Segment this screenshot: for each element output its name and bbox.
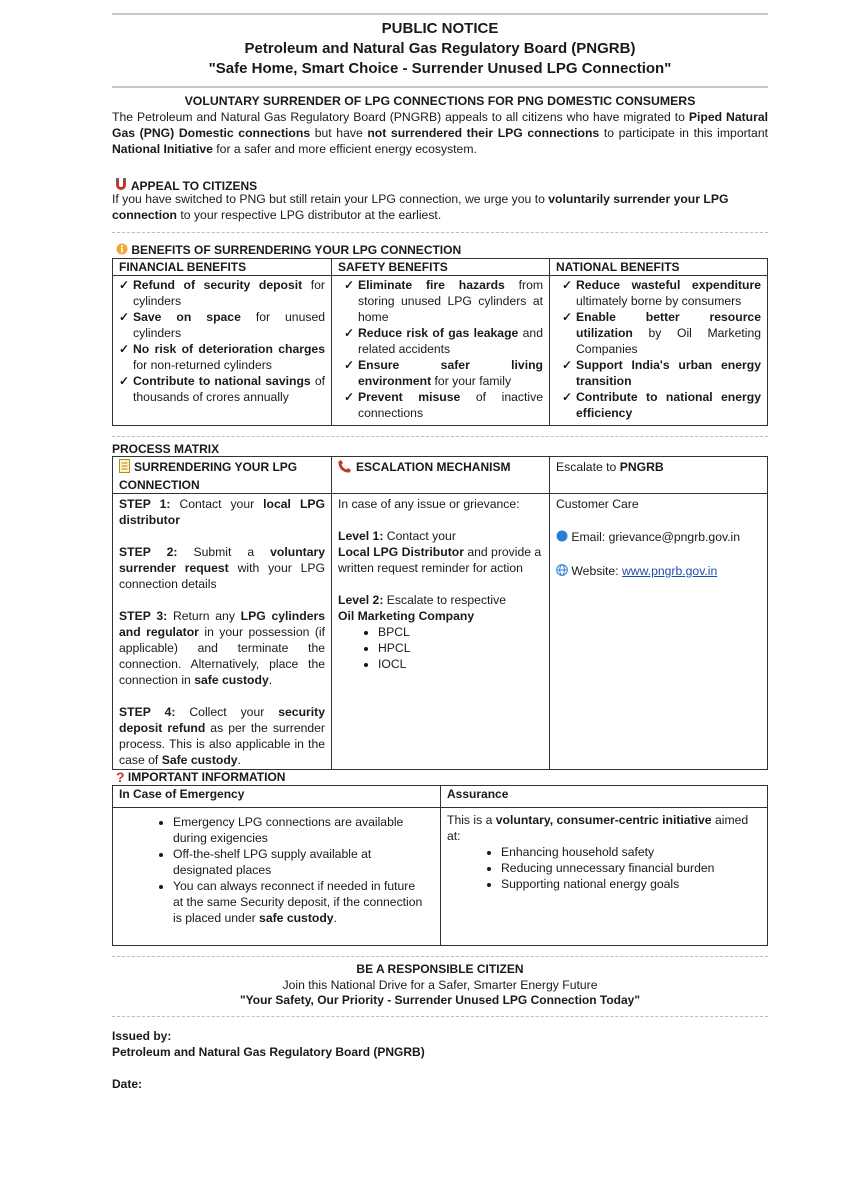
col-national: NATIONAL BENEFITS [550,259,768,276]
benefits-heading: BENEFITS OF SURRENDERING YOUR LPG CONNECTION [116,242,461,260]
list-item: ✓ Prevent misuse of inactive connections [344,389,543,421]
list-item: ✓ Contribute to national energy efficiency [562,389,761,421]
header-rule [112,86,768,88]
contact-cell [550,494,768,770]
important-heading: ? IMPORTANT INFORMATION [116,769,286,786]
omc-item: • BPCL [378,624,543,640]
footer-line: Join this National Drive for a Safer, Smarter Energy Future [282,978,598,992]
process-table [112,456,768,770]
assurance-cell [441,808,768,946]
omc-item: • HPCL [378,640,543,656]
email-icon [556,530,568,546]
appeal-heading: APPEAL TO CITIZENS [114,177,257,197]
list-item: ✓ Eliminate fire hazards from storing unused LPG cylinders at home [344,277,543,325]
financial-cell [113,276,332,426]
safety-cell [332,276,550,426]
process-heading: PROCESS MATRIX [112,442,220,456]
org-name: Petroleum and Natural Gas Regulatory Board (PNGRB) [244,40,636,57]
divider [112,956,768,957]
website-line: Website: www.pngrb.gov.in [556,563,761,580]
notice-title: PUBLIC NOTICE [381,20,499,37]
issued-org: Petroleum and Natural Gas Regulatory Board (PNGRB) [112,1045,425,1059]
step-1: STEP 1: Contact your local LPG distributor [119,497,325,527]
escalation-cell [332,494,550,770]
tagline: "Safe Home, Smart Choice - Surrender Unused LPG Connection" [208,60,672,77]
step-3: STEP 3: Return any LPG cylinders and regulator in your possession (if applicable) and terminate the connection. Alternatively, place the connection in safe custody. [119,609,326,687]
appeal-paragraph: If you have switched to PNG but still retain your LPG connection, we urge you to voluntarily surrender your LPG connection to your respective LPG distributor at the earliest. [112,192,729,222]
customer-care: Customer Care [556,497,639,511]
list-item: ✓ Support India's urban energy transition [562,357,761,389]
issued-label: Issued by: [112,1029,172,1043]
assurance-intro: This is a voluntary, consumer-centric initiative aimed at: [447,813,749,843]
list-item: ✓ Reduce risk of gas leakage and related accidents [344,325,543,357]
divider [112,1016,768,1017]
list-item: • Enhancing household safety [501,844,761,860]
list-item: ✓ No risk of deterioration charges for non-returned cylinders [119,341,325,373]
important-table [112,785,768,946]
emergency-cell [113,808,441,946]
list-item: • Reducing unnecessary financial burden [501,860,761,876]
phone-icon [338,459,352,477]
benefits-table [112,258,768,426]
col-safety: SAFETY BENEFITS [332,259,550,276]
steps-cell [113,494,332,770]
escalation-intro: In case of any issue or grievance: [338,497,520,511]
top-rule [112,13,768,15]
question-icon: ? [116,769,125,786]
globe-icon [556,564,568,580]
list-item: ✓ Ensure safer living environment for your family [344,357,543,389]
date-label: Date: [112,1077,143,1091]
list-item: • Supporting national energy goals [501,876,761,892]
omc-item: • IOCL [378,656,543,672]
footer-quote: "Your Safety, Our Priority - Surrender Unused LPG Connection Today" [239,993,641,1007]
emergency-head: In Case of Emergency [113,786,441,808]
list-item: ✓ Save on space for unused cylinders [119,309,325,341]
process-col3-head: Escalate to PNGRB [550,457,768,494]
list-item: • You can always reconnect if needed in future at the same Security deposit, if the connection is placed under safe custody. [173,878,424,926]
col-financial: FINANCIAL BENEFITS [113,259,332,276]
list-item: ✓ Contribute to national savings of thousands of crores annually [119,373,325,405]
intro-paragraph: The Petroleum and Natural Gas Regulatory Board (PNGRB) appeals to all citizens who have migrated to Piped Natural Gas (PNG) Domestic connections but have not surrendered their LPG connections to participate in this important National Initiative for a safer and more efficient energy ecosystem. [112,110,769,156]
divider [112,232,768,233]
document-icon [119,459,130,477]
step-2: STEP 2: Submit a voluntary surrender request with your LPG connection details [119,545,325,591]
list-item: • Emergency LPG connections are available during exigencies [173,814,424,846]
national-cell [550,276,768,426]
process-col1-head: SURRENDERING YOUR LPG CONNECTION [113,457,332,494]
intro-heading: VOLUNTARY SURRENDER OF LPG CONNECTIONS FOR PNG DOMESTIC CONSUMERS [184,94,696,108]
email-line: Email: grievance@pngrb.gov.in [556,529,761,546]
divider [112,436,768,437]
level-2: Level 2: Escalate to respective Oil Marketing Company [338,593,507,623]
assurance-head: Assurance [441,786,768,808]
footer-heading: BE A RESPONSIBLE CITIZEN [356,962,524,976]
process-col2-head: ESCALATION MECHANISM [332,457,550,494]
list-item: ✓ Enable better resource utilization by Oil Marketing Companies [562,309,761,357]
list-item: • Off-the-shelf LPG supply available at designated places [173,846,424,878]
website-link[interactable]: www.pngrb.gov.in [621,563,718,578]
step-4: STEP 4: Collect your security deposit refund as per the surrender process. This is also applicable in the case of Safe custody. [119,705,325,767]
level-1: Level 1: Contact your Local LPG Distributor and provide a written request reminder for action [338,529,542,575]
list-item: ✓ Reduce wasteful expenditure ultimately borne by consumers [562,277,761,309]
list-item: ✓ Refund of security deposit for cylinders [119,277,325,309]
